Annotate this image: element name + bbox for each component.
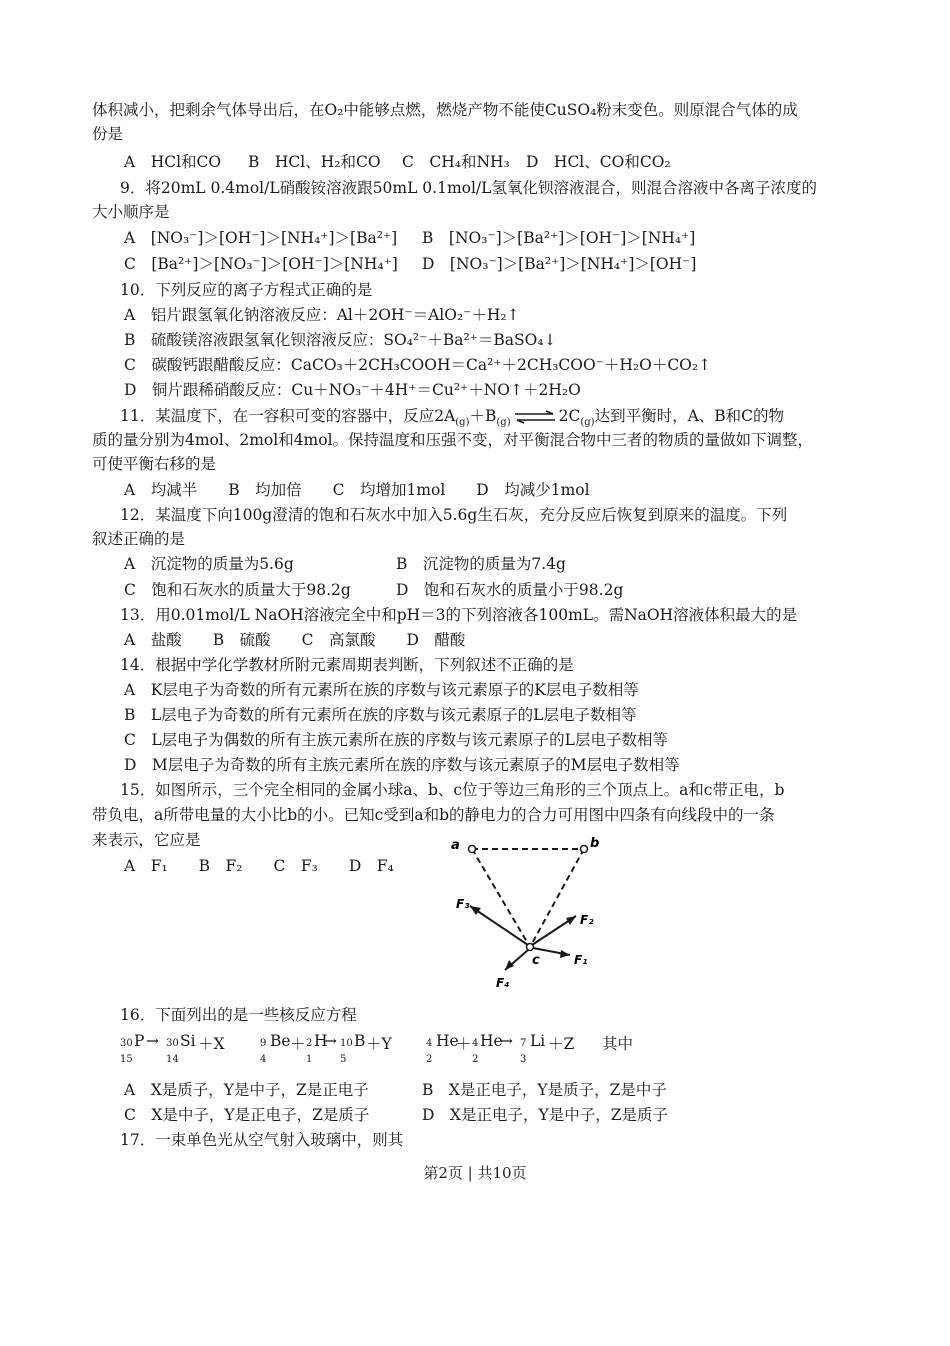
- option-b: B X是正电子，Y是质子，Z是中子: [422, 1081, 667, 1099]
- option-c: C 碳酸钙跟醋酸反应：CaCO₃＋2CH₃COOH＝Ca²⁺＋2CH₃COO⁻＋H₂O＋CO₂↑: [124, 356, 712, 374]
- vector-f4-head: [505, 960, 514, 970]
- option-c: C X是中子，Y是正电子，Z是质子: [124, 1106, 370, 1124]
- option-d: D 饱和石灰水的质量小于98.2g: [396, 581, 624, 599]
- intro-line: 份是: [92, 125, 124, 143]
- option-a: A X是质子，Y是中子，Z是正电子: [124, 1081, 369, 1099]
- option-a: A 沉淀物的质量为5.6g: [124, 555, 294, 573]
- option-c: C CH₄和NH₃: [402, 153, 510, 171]
- question-15: 15．如图所示，三个完全相同的金属小球a、b、c位于等边三角形的三个顶点上。a和c带正电，b: [120, 781, 785, 799]
- question-9: 9．将20mL 0.4mol/L硝酸铵溶液跟50mL 0.1mol/L氢氧化钡溶液混合，则混合溶液中各离子浓度的: [120, 179, 817, 197]
- side-bc: [530, 849, 584, 947]
- option-a: A [NO₃⁻]＞[OH⁻]＞[NH₄⁺]＞[Ba²⁺]: [124, 229, 398, 247]
- charges-figure: [440, 832, 620, 992]
- options-row: A F₁ B F₂ C F₃ D F₄: [124, 857, 394, 875]
- option-d: D [NO₃⁻]＞[Ba²⁺]＞[NH₄⁺]＞[OH⁻]: [422, 255, 697, 273]
- option-d: D M层电子为奇数的所有主族元素所在族的序数与该元素原子的M层电子数相等: [124, 756, 680, 774]
- label-f4: F₄: [496, 976, 510, 990]
- label-a: a: [451, 838, 460, 853]
- page-footer: 第2页 | 共10页: [423, 1164, 527, 1182]
- vector-f3-head: [470, 906, 481, 915]
- question-10: 10．下列反应的离子方程式正确的是: [120, 281, 373, 299]
- option-d: D X是正电子，Y是中子，Z是质子: [422, 1106, 668, 1124]
- question-13: 13．用0.01mol/L NaOH溶液完全中和pH＝3的下列溶液各100mL。需NaOH溶液体积最大的是: [120, 606, 798, 624]
- question-15-cont: 带负电，a所带电量的大小比b的小。已知c受到a和b的静电力的合力可用图中四条有向线段中的一条: [92, 806, 775, 824]
- option-d: D 铜片跟稀硝酸反应：Cu＋NO₃⁻＋4H⁺＝Cu²⁺＋NO↑＋2H₂O: [124, 381, 581, 399]
- nuclear-equations: 30 15 P → 30 14 Si ＋X 9 4 Be ＋ 2 1 H → 10 5 B ＋Y 4 2 He ＋ 4 2 He → 7 3 Li ＋Z 其中: [120, 1032, 634, 1065]
- label-c: c: [532, 953, 540, 968]
- ball-b: [581, 846, 588, 853]
- option-d: D HCl、CO和CO₂: [526, 153, 671, 171]
- label-f2: F₂: [580, 913, 594, 927]
- option-a: A K层电子为奇数的所有元素所在族的序数与该元素原子的K层电子数相等: [124, 681, 639, 699]
- equilibrium-arrow-icon: [513, 410, 557, 424]
- equations-tail: 其中: [602, 1035, 634, 1053]
- label-b: b: [590, 836, 600, 851]
- question-9-cont: 大小顺序是: [92, 203, 170, 221]
- question-16: 16．下面列出的是一些核反应方程: [120, 1006, 357, 1024]
- question-12: 12．某温度下向100g澄清的饱和石灰水中加入5.6g生石灰，充分反应后恢复到原来的温度。下列: [120, 506, 788, 524]
- question-17: 17．一束单色光从空气射入玻璃中，则其: [120, 1131, 404, 1149]
- vector-f3: [470, 906, 528, 945]
- option-c: C L层电子为偶数的所有主族元素所在族的序数与该元素原子的L层电子数相等: [124, 731, 668, 749]
- question-15-cont: 来表示，它应是: [92, 831, 201, 849]
- question-11-cont: 质的量分别为4mol、2mol和4mol。保持温度和压强不变，对平衡混合物中三者的物质的量做如下调整，: [92, 431, 814, 449]
- option-b: B [NO₃⁻]＞[Ba²⁺]＞[OH⁻]＞[NH₄⁺]: [422, 229, 696, 247]
- question-14: 14．根据中学化学教材所附元素周期表判断，下列叙述不正确的是: [120, 656, 574, 674]
- option-b: B 硫酸镁溶液跟氢氧化钡溶液反应：SO₄²⁻＋Ba²⁺＝BaSO₄↓: [124, 331, 557, 349]
- side-ac: [472, 849, 530, 947]
- option-b: B HCl、H₂和CO: [248, 153, 381, 171]
- label-f3: F₃: [456, 897, 470, 911]
- option-c: C 饱和石灰水的质量大于98.2g: [124, 581, 351, 599]
- label-f1: F₁: [574, 953, 588, 967]
- intro-line: 体积减小，把剩余气体导出后，在O₂中能够点燃，燃烧产物不能使CuSO₄粉末变色。则原混合气体的成: [92, 101, 798, 119]
- vector-f2-head: [566, 916, 576, 925]
- question-11-cont: 可使平衡右移的是: [92, 455, 217, 473]
- ball-a: [469, 846, 476, 853]
- options-row: A 均减半 B 均加倍 C 均增加1mol D 均减少1mol: [124, 481, 590, 499]
- question-12-cont: 叙述正确的是: [92, 530, 186, 548]
- option-b: B 沉淀物的质量为7.4g: [396, 555, 566, 573]
- option-c: C [Ba²⁺]＞[NO₃⁻]＞[OH⁻]＞[NH₄⁺]: [124, 255, 398, 273]
- question-11: 11．某温度下，在一容积可变的容器中，反应$2A_{(g)}+B_{(g)}$ $2C_{(g)}$达到平衡时，A、B和C的物: [120, 407, 785, 429]
- options-row: A 盐酸 B 硫酸 C 高氯酸 D 醋酸: [124, 631, 466, 649]
- option-a: A HCl和CO: [124, 153, 222, 171]
- option-a: A 铝片跟氢氧化钠溶液反应：Al＋2OH⁻＝AlO₂⁻＋H₂↑: [124, 306, 520, 324]
- option-b: B L层电子为奇数的所有元素所在族的序数与该元素原子的L层电子数相等: [124, 706, 637, 724]
